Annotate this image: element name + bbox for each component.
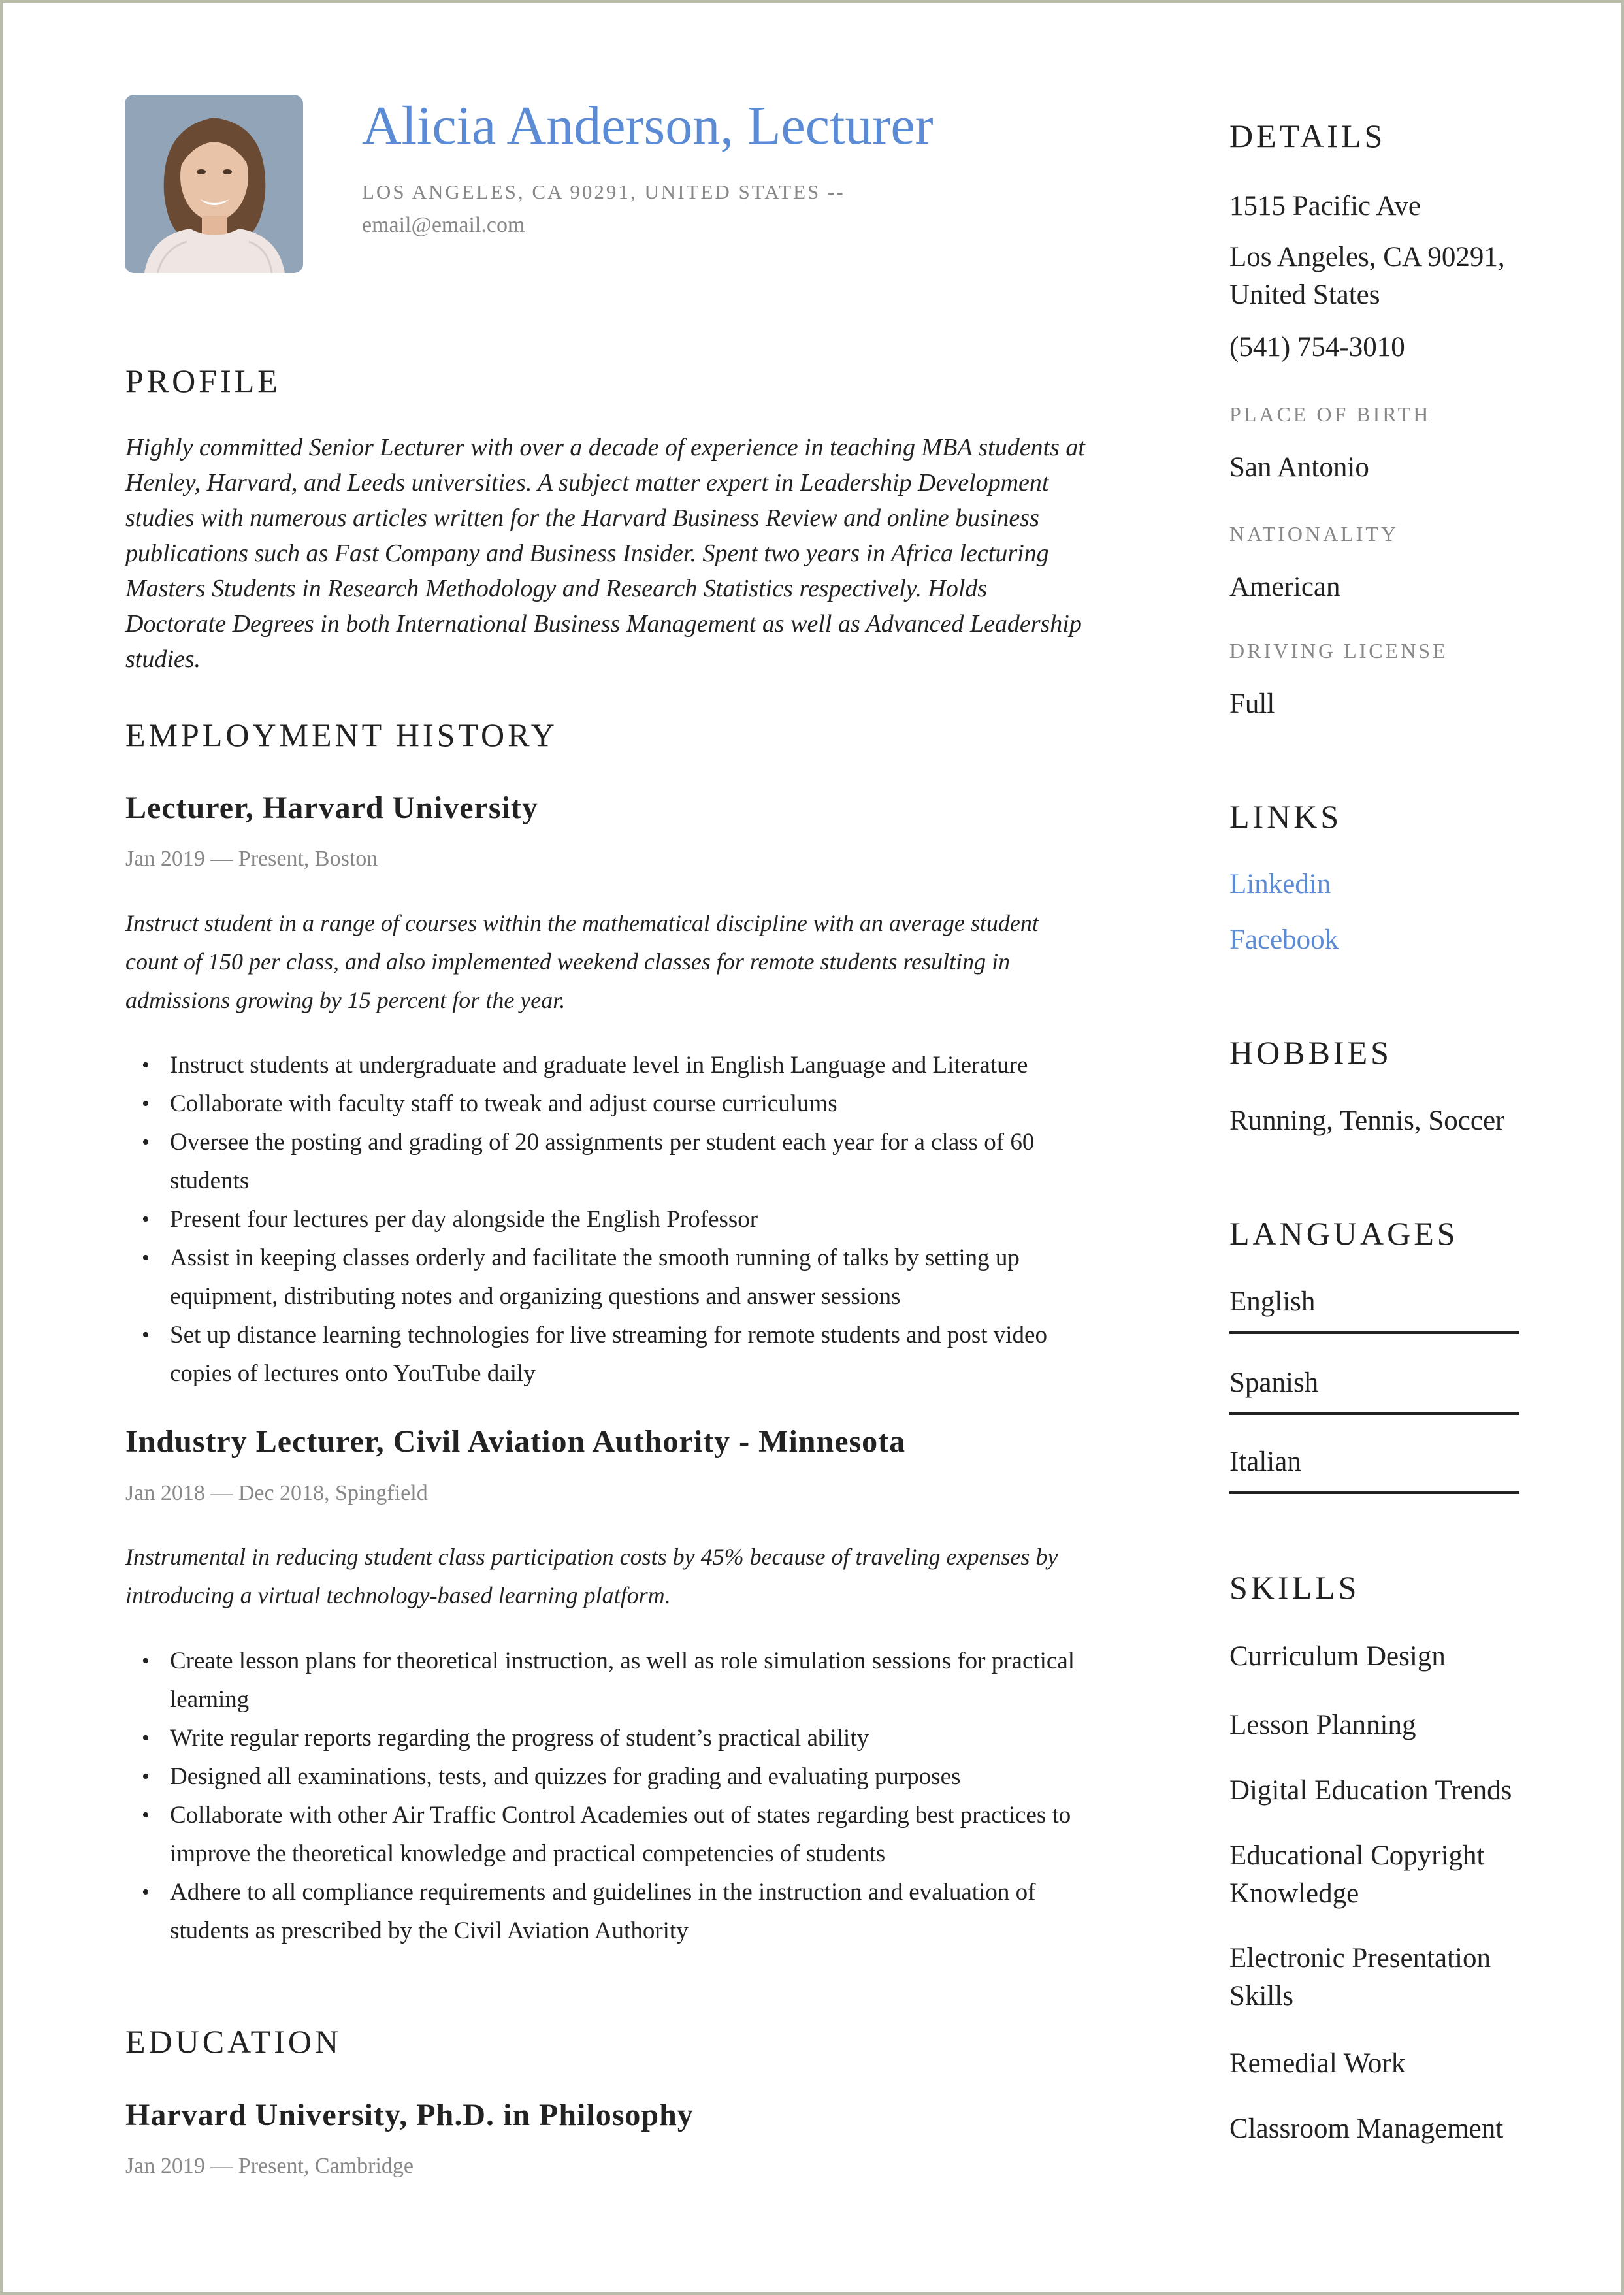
job-title: Lecturer, Harvard University bbox=[125, 790, 538, 825]
language-item: Spanish bbox=[1229, 1367, 1319, 1398]
links-heading: LINKS bbox=[1229, 798, 1342, 835]
job-bullet: • Designed all examinations, tests, and quizzes for grading and evaluating purposes bbox=[170, 1757, 1091, 1796]
language-item: English bbox=[1229, 1286, 1316, 1317]
job-bullet: • Instruct students at undergraduate and graduate level in English Language and Literature bbox=[170, 1046, 1091, 1084]
place-of-birth-label: PLACE OF BIRTH bbox=[1229, 402, 1431, 426]
hobbies-heading: HOBBIES bbox=[1229, 1034, 1392, 1071]
skills-heading: SKILLS bbox=[1229, 1569, 1360, 1606]
skill-item: Curriculum Design bbox=[1229, 1641, 1446, 1672]
job-bullet: • Collaborate with other Air Traffic Control Academies out of states regarding best practices to improve the theoretical knowledge and practical competencies of students bbox=[170, 1796, 1091, 1873]
job-description: Instrumental in reducing student class participation costs by 45% because of traveling expenses by introducing a virtual technology-based learning platform. bbox=[125, 1544, 1058, 1608]
job-description: Instruct student in a range of courses within the mathematical discipline with an average student count of 150 per class, and also implemented weekend classes for remote students resulting in admissions growing by 15 percent for the year. bbox=[125, 910, 1039, 1013]
skill-item: Lesson Planning bbox=[1229, 1710, 1416, 1740]
hobbies-list: Running, Tennis, Soccer bbox=[1229, 1105, 1505, 1136]
skill-item: Remedial Work bbox=[1229, 2048, 1406, 2079]
header-address: LOS ANGELES, CA 90291, UNITED STATES -- bbox=[362, 180, 845, 203]
education-dates: Jan 2019 — Present, Cambridge bbox=[125, 2154, 414, 2178]
header-email[interactable]: email@email.com bbox=[362, 213, 525, 237]
languages-heading: LANGUAGES bbox=[1229, 1215, 1459, 1252]
job-bullet: • Create lesson plans for theoretical instruction, as well as role simulation sessions for practical learning bbox=[170, 1642, 1091, 1719]
job-bullet: • Oversee the posting and grading of 20 assignments per student each year for a class of 60 students bbox=[170, 1123, 1091, 1200]
nationality-label: NATIONALITY bbox=[1229, 522, 1399, 545]
job-title: Industry Lecturer, Civil Aviation Authority - Minnesota bbox=[125, 1424, 906, 1459]
name-title: Alicia Anderson, Lecturer bbox=[362, 95, 934, 156]
skill-item: Electronic Presentation Skills bbox=[1229, 1943, 1491, 2011]
details-city: Los Angeles, CA 90291, United States bbox=[1229, 242, 1505, 310]
profile-photo bbox=[125, 95, 303, 273]
language-level-bar bbox=[1229, 1412, 1519, 1415]
skill-item: Digital Education Trends bbox=[1229, 1775, 1512, 1806]
portrait-image bbox=[125, 95, 303, 273]
job-bullet-list bbox=[170, 1642, 1091, 1950]
education-title: Harvard University, Ph.D. in Philosophy bbox=[125, 2098, 694, 2132]
details-street: 1515 Pacific Ave bbox=[1229, 191, 1421, 221]
job-bullet: • Collaborate with faculty staff to tweak and adjust course curriculums bbox=[170, 1084, 1091, 1123]
details-phone: (541) 754-3010 bbox=[1229, 332, 1405, 363]
driving-license-label: DRIVING LICENSE bbox=[1229, 639, 1448, 662]
language-level-bar bbox=[1229, 1331, 1519, 1334]
resume-page bbox=[3, 3, 1621, 2292]
job-bullet: • Present four lectures per day alongside the English Professor bbox=[170, 1200, 1091, 1239]
link-linkedin[interactable]: Linkedin bbox=[1229, 869, 1331, 900]
nationality-value: American bbox=[1229, 572, 1340, 602]
skill-item: Classroom Management bbox=[1229, 2113, 1504, 2144]
job-dates: Jan 2018 — Dec 2018, Spingfield bbox=[125, 1481, 428, 1505]
job-bullet: • Set up distance learning technologies for live streaming for remote students and post video copies of lectures onto YouTube daily bbox=[170, 1316, 1091, 1393]
education-heading: EDUCATION bbox=[125, 2023, 342, 2060]
job-bullet: • Adhere to all compliance requirements and guidelines in the instruction and evaluation of students as prescribed by the Civil Aviation Authority bbox=[170, 1873, 1091, 1950]
skill-item: Educational Copyright Knowledge bbox=[1229, 1840, 1485, 1909]
place-of-birth-value: San Antonio bbox=[1229, 452, 1369, 483]
job-bullet-list bbox=[170, 1046, 1091, 1393]
driving-license-value: Full bbox=[1229, 689, 1275, 719]
employment-heading: EMPLOYMENT HISTORY bbox=[125, 717, 558, 753]
profile-heading: PROFILE bbox=[125, 363, 281, 399]
job-bullet: • Assist in keeping classes orderly and facilitate the smooth running of talks by setting up equipment, distributing notes and organizing questions and answer sessions bbox=[170, 1239, 1091, 1316]
language-item: Italian bbox=[1229, 1446, 1301, 1477]
profile-summary: Highly committed Senior Lecturer with over a decade of experience in teaching MBA students at Henley, Harvard, and Leeds universities. A subject matter expert in Leadership Development studies with numerous articles written for the Harvard Business Review and online business publications such as Fast Company and Business Insider. Spent two years in Africa lecturing Masters Students in Research Methodology and Research Statistics respectively. Holds Doctorate Degrees in both International Business Management as well as Advanced Leadership studies. bbox=[125, 434, 1085, 673]
language-level-bar bbox=[1229, 1491, 1519, 1494]
details-heading: DETAILS bbox=[1229, 118, 1386, 154]
job-dates: Jan 2019 — Present, Boston bbox=[125, 847, 378, 871]
link-facebook[interactable]: Facebook bbox=[1229, 924, 1339, 955]
job-bullet: • Write regular reports regarding the progress of student’s practical ability bbox=[170, 1719, 1091, 1757]
